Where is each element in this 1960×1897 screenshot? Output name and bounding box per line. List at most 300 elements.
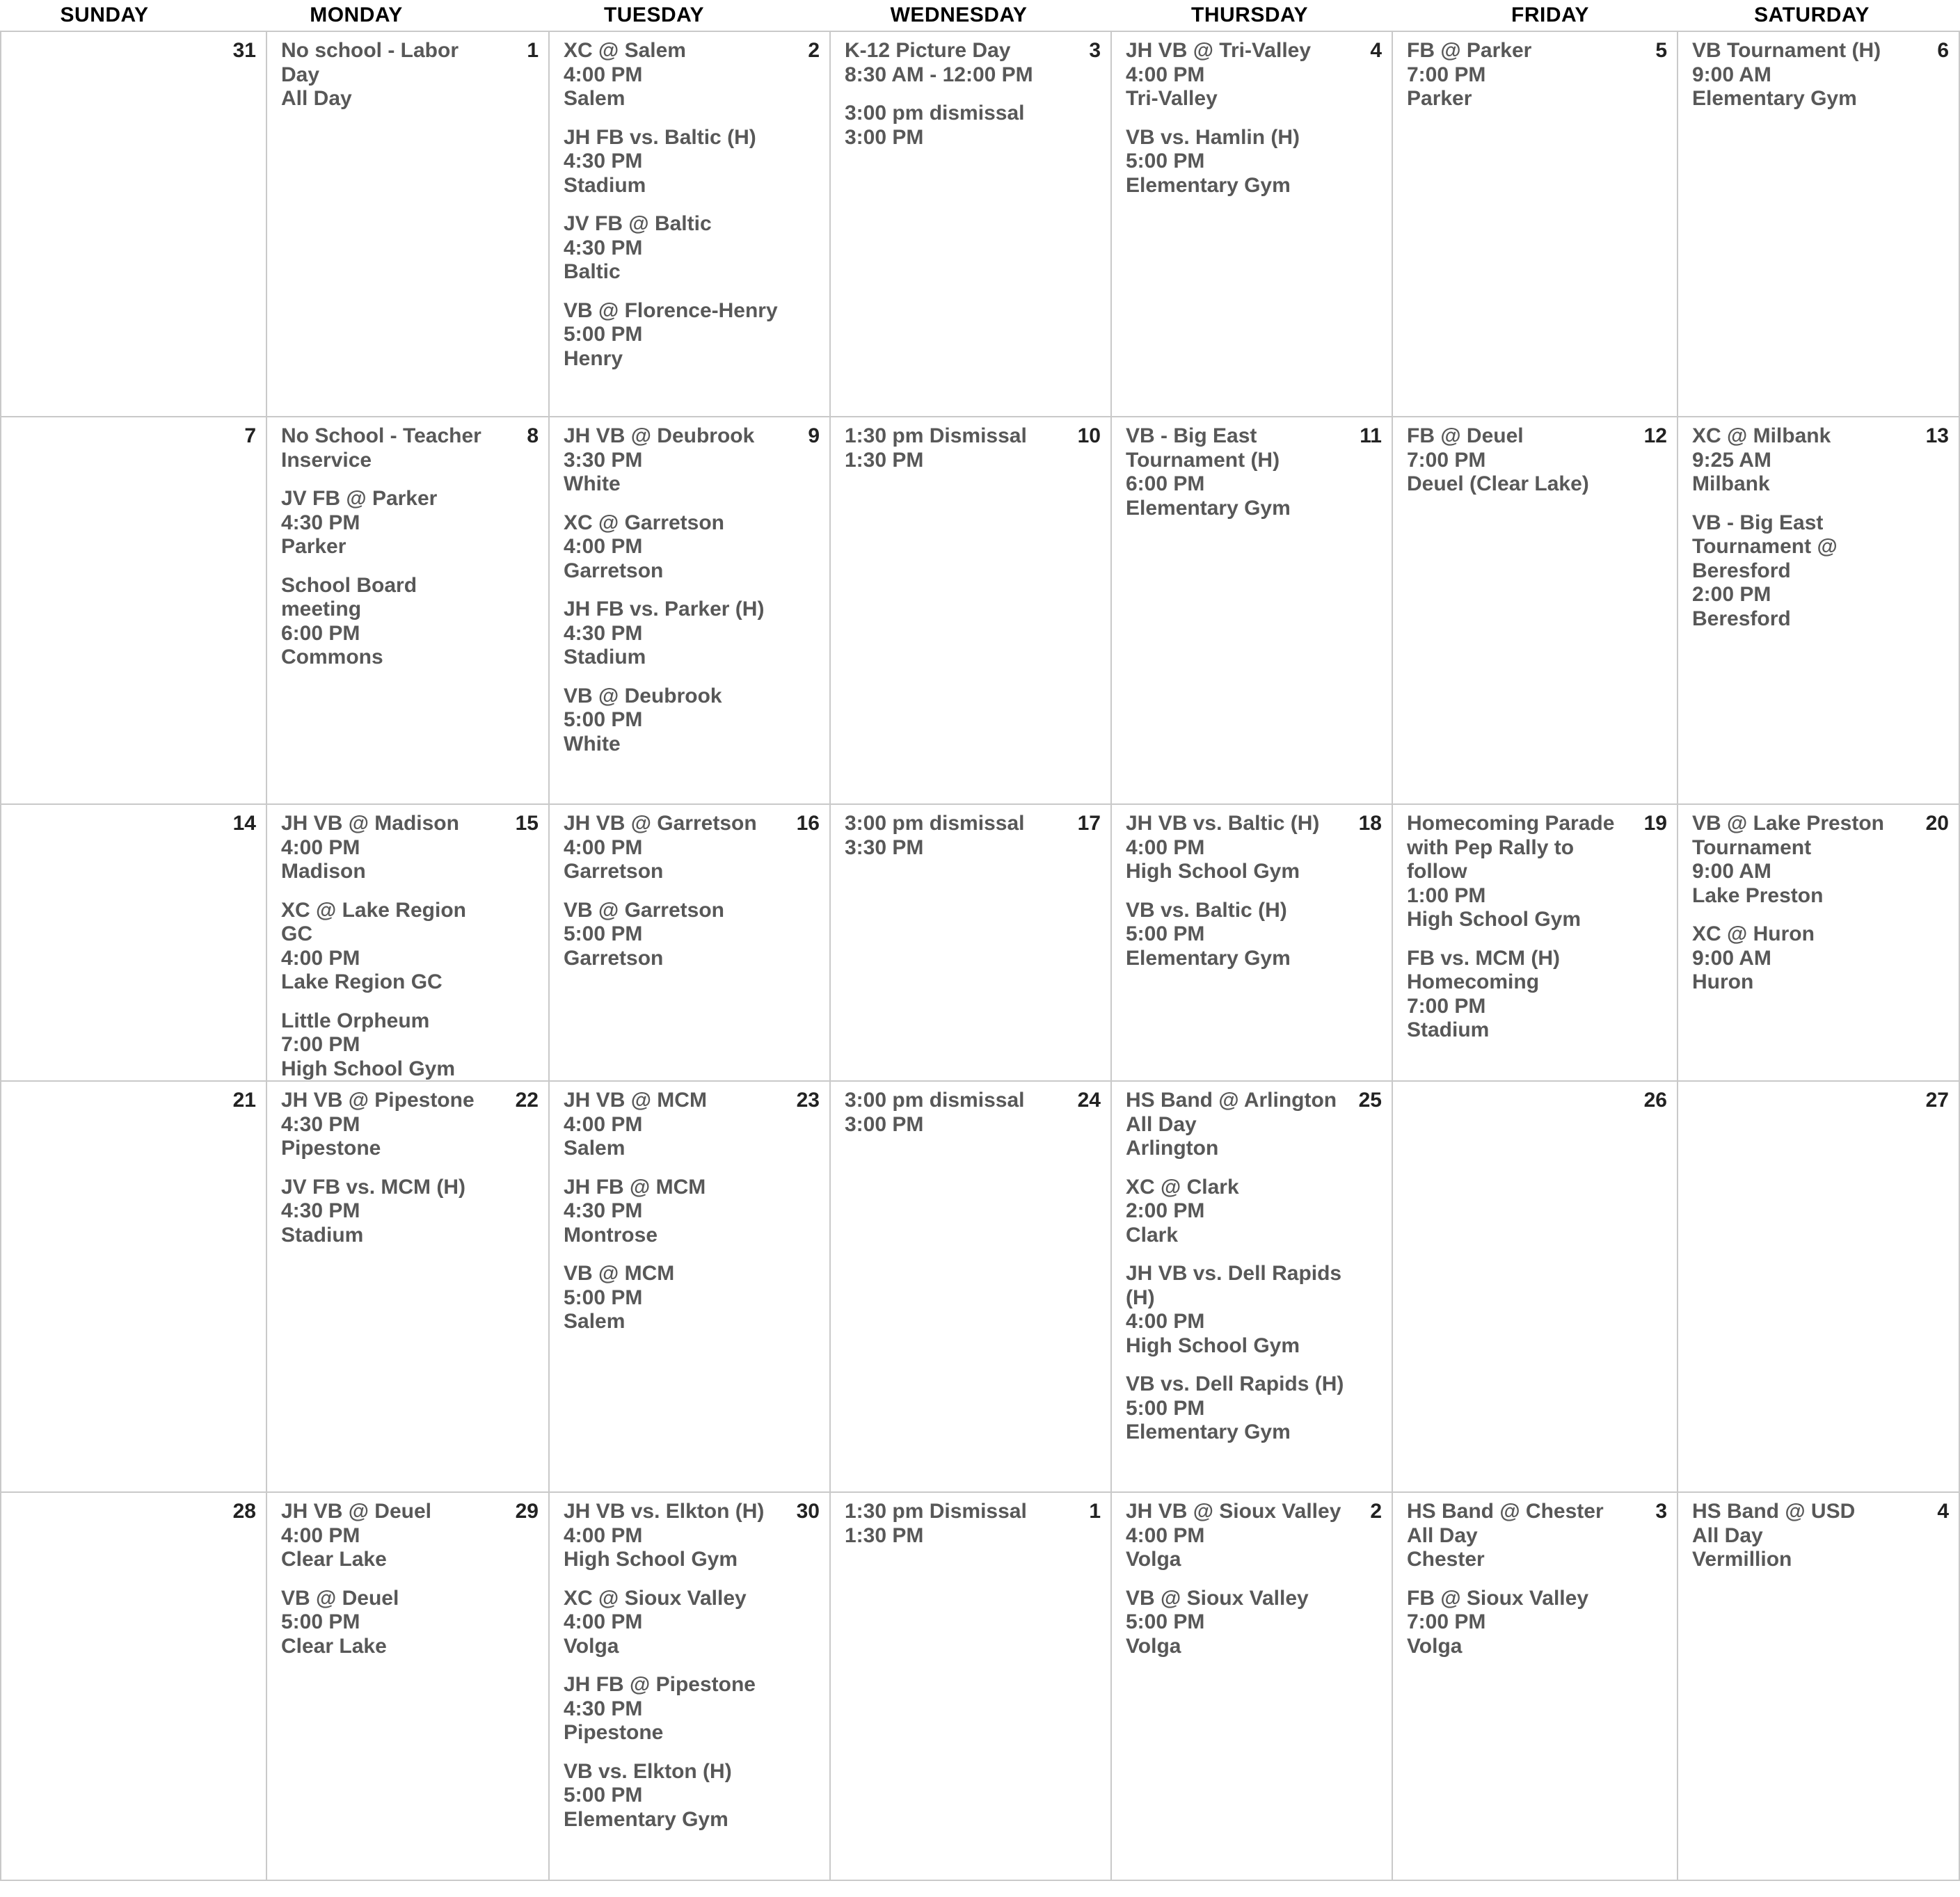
day-cell[interactable] [267,805,550,1082]
day-number: 5 [1655,39,1667,62]
event-location: Lake Preston [1692,883,1824,907]
day-number: 1 [527,39,539,62]
event-title: VB @ Deuel [281,1586,399,1610]
day-number: 8 [527,424,539,447]
calendar-event[interactable] [564,1500,782,1572]
event-title: VB @ Deubrook [564,684,722,707]
day-number: 4 [1937,1500,1949,1523]
day-cell[interactable] [831,417,1112,805]
calendar-event[interactable] [564,212,782,285]
event-location: Garretson [564,860,664,883]
day-number: 1 [1089,1500,1101,1523]
event-location: High School Gym [1126,1334,1300,1357]
event-list [845,812,1063,874]
day-cell[interactable] [1112,1082,1393,1493]
event-time: 4:00 PM [1126,63,1205,86]
event-list [281,1500,501,1673]
event-title: FB @ Deuel [1407,424,1524,447]
event-time: 4:30 PM [281,511,360,534]
event-title: VB vs. Baltic (H) [1126,898,1287,922]
day-number: 4 [1370,39,1382,62]
event-location: Stadium [281,1223,364,1247]
event-title: HS Band @ Arlington [1126,1089,1337,1112]
day-cell[interactable] [267,417,550,805]
calendar-event[interactable] [564,598,782,670]
event-title: XC @ Huron [1692,922,1815,945]
event-list [845,424,1063,487]
calendar-event[interactable] [845,39,1063,87]
event-location: Elementary Gym [1126,496,1291,520]
event-title: FB @ Sioux Valley [1407,1586,1589,1610]
day-cell[interactable] [1678,1493,1960,1881]
event-list [1692,39,1911,126]
day-number: 28 [232,1500,256,1523]
event-time: 4:30 PM [281,1112,360,1136]
calendar-event[interactable] [1126,39,1344,111]
event-title: XC @ Lake Region GC [281,898,466,945]
event-title: VB @ Garretson [564,898,724,922]
event-location: Volga [1126,1548,1181,1571]
calendar-event[interactable] [564,1673,782,1745]
day-cell[interactable] [0,417,267,805]
event-list [1126,424,1344,535]
day-cell[interactable] [1678,417,1960,805]
day-header-saturday: SATURDAY [1754,3,1870,26]
event-time: 4:30 PM [281,1199,360,1222]
calendar-event[interactable] [1126,424,1344,520]
event-title: JV FB @ Parker [281,487,438,510]
calendar-event[interactable] [1126,1500,1344,1572]
day-cell[interactable] [550,417,831,805]
event-location: Elementary Gym [1126,173,1291,197]
day-header-monday: MONDAY [310,3,403,26]
event-time: 5:00 PM [564,1784,643,1807]
event-title: JH VB vs. Dell Rapids (H) [1126,1262,1342,1309]
event-title: VB @ MCM [564,1262,675,1285]
event-location: Tri-Valley [1126,87,1218,110]
day-cell[interactable] [1678,805,1960,1082]
day-cell[interactable] [0,1082,267,1493]
event-title: JV FB @ Baltic [564,212,712,235]
event-time: 8:30 AM - 12:00 PM [845,63,1033,86]
event-location: White [564,472,621,495]
event-location: Lake Region GC [281,970,443,993]
day-header-thursday: THURSDAY [1191,3,1308,26]
event-time: 7:00 PM [1407,1610,1486,1633]
day-number: 2 [808,39,820,62]
event-location: Pipestone [564,1721,664,1744]
event-time: 5:00 PM [564,708,643,731]
calendar-event[interactable] [281,1009,501,1082]
event-title: VB vs. Dell Rapids (H) [1126,1372,1344,1395]
event-time: 5:00 PM [281,1610,360,1633]
event-time: 1:00 PM [1407,883,1486,907]
day-cell[interactable] [267,1082,550,1493]
event-title: FB @ Parker [1407,39,1532,62]
event-time: 4:00 PM [281,946,360,970]
calendar-event[interactable] [281,1176,501,1248]
day-number: 27 [1925,1089,1949,1112]
event-time: 6:00 PM [1126,472,1205,495]
event-time: 4:00 PM [564,1610,643,1633]
event-time: 5:00 PM [564,1286,643,1309]
calendar-event[interactable] [1692,424,1911,497]
calendar-event[interactable] [1407,947,1630,1043]
calendar-event[interactable] [564,1176,782,1248]
event-title: JH VB vs. Elkton (H) [564,1500,765,1523]
event-title: No school - Labor Day [281,39,459,86]
calendar-event[interactable] [1126,126,1344,198]
day-number: 17 [1077,812,1101,835]
event-title: 3:00 pm dismissal [845,812,1025,835]
event-location: Salem [564,87,626,110]
day-number: 19 [1643,812,1667,835]
event-title: JH VB @ Deubrook [564,424,755,447]
event-location: Henry [564,346,623,370]
day-header-sunday: SUNDAY [60,3,149,26]
event-time: 1:30 PM [845,448,924,472]
event-title: HS Band @ Chester [1407,1500,1604,1523]
event-title: VB vs. Elkton (H) [564,1759,732,1783]
event-title: Little Orpheum [281,1009,430,1032]
event-location: Volga [1407,1634,1463,1658]
calendar-event[interactable] [564,1262,782,1334]
event-location: White [564,732,621,755]
event-time: 5:00 PM [1126,1396,1205,1420]
event-title: JH FB @ MCM [564,1175,706,1199]
day-cell[interactable] [0,1493,267,1881]
event-list [564,1500,782,1846]
event-title: JH VB @ MCM [564,1089,707,1112]
calendar-event[interactable] [1692,812,1911,908]
calendar-event[interactable] [564,812,782,884]
calendar-event[interactable] [1692,922,1911,995]
calendar-event[interactable] [281,899,501,995]
event-location: Montrose [564,1223,658,1247]
day-number: 22 [515,1089,539,1112]
event-location: Elementary Gym [564,1807,728,1831]
event-location: Parker [1407,87,1472,110]
day-cell[interactable] [1112,1493,1393,1881]
event-time: 4:00 PM [564,835,643,859]
event-time: 7:00 PM [1407,994,1486,1018]
day-cell[interactable] [550,1493,831,1881]
event-title: JH VB @ Madison [281,812,459,835]
calendar-event[interactable] [1407,1587,1630,1659]
day-number: 2 [1370,1500,1382,1523]
calendar-event[interactable] [281,39,501,111]
event-time: 4:30 PM [564,1697,643,1720]
day-number: 15 [515,812,539,835]
event-time: 5:00 PM [1126,1610,1205,1633]
event-title: Homecoming Parade with Pep Rally to follow [1407,812,1615,883]
calendar-event[interactable] [281,574,501,670]
calendar-event[interactable] [564,299,782,371]
event-time: 4:00 PM [564,63,643,86]
event-location: Elementary Gym [1126,946,1291,970]
event-title: VB @ Florence-Henry [564,298,778,322]
day-number: 31 [232,39,256,62]
event-title: XC @ Sioux Valley [564,1586,747,1610]
calendar-event[interactable] [845,1500,1063,1548]
event-time: 5:00 PM [564,323,643,346]
day-cell[interactable] [1112,417,1393,805]
day-number: 21 [232,1089,256,1112]
event-time: 9:00 AM [1692,860,1771,883]
event-title: XC @ Milbank [1692,424,1831,447]
calendar-event[interactable] [1407,39,1630,111]
event-time: 4:30 PM [564,236,643,259]
calendar-event[interactable] [564,1760,782,1832]
event-location: High School Gym [1407,908,1581,931]
event-time: 1:30 PM [845,1523,924,1547]
day-cell[interactable] [831,805,1112,1082]
calendar-event[interactable] [564,511,782,584]
day-cell[interactable] [550,1082,831,1493]
event-title: JH FB vs. Parker (H) [564,598,765,621]
calendar-event[interactable] [1126,1587,1344,1659]
day-cell[interactable] [1393,417,1678,805]
calendar-event[interactable] [564,424,782,497]
calendar-event[interactable] [1407,812,1630,932]
calendar-event[interactable] [1126,812,1344,884]
day-cell[interactable] [1393,31,1678,417]
event-list [564,812,782,985]
day-cell[interactable] [0,805,267,1082]
event-title: FB vs. MCM (H) Homecoming [1407,946,1560,993]
event-time: 4:30 PM [564,621,643,645]
event-time: 3:00 PM [845,1112,924,1136]
calendar-event[interactable] [564,39,782,111]
calendar-event[interactable] [1692,1500,1911,1572]
day-number: 13 [1925,424,1949,447]
event-location: Elementary Gym [1126,1420,1291,1443]
day-cell[interactable] [1393,805,1678,1082]
event-time: All Day [1407,1523,1478,1547]
day-number: 30 [796,1500,820,1523]
event-time: 2:00 PM [1692,583,1771,606]
event-location: Chester [1407,1548,1485,1571]
event-title: VB Tournament (H) [1692,39,1881,62]
day-number: 18 [1358,812,1382,835]
event-location: Stadium [1407,1018,1490,1041]
event-time: 4:00 PM [1126,1310,1205,1333]
day-cell[interactable] [0,31,267,417]
calendar-event[interactable] [281,1089,501,1161]
day-number: 25 [1358,1089,1382,1112]
event-list [281,424,501,685]
event-location: High School Gym [281,1057,456,1080]
event-title: 1:30 pm Dismissal [845,1500,1027,1523]
event-time: 4:00 PM [1126,1523,1205,1547]
day-cell[interactable] [1678,31,1960,417]
event-location: Stadium [564,646,646,669]
event-list [564,424,782,771]
event-time: 3:30 PM [845,835,924,859]
day-number: 9 [808,424,820,447]
day-header-wednesday: WEDNESDAY [890,3,1028,26]
day-number: 26 [1643,1089,1667,1112]
event-time: 4:00 PM [564,1523,643,1547]
event-list [281,812,501,1096]
day-cell[interactable] [1112,31,1393,417]
event-location: Clear Lake [281,1634,387,1658]
calendar-event[interactable] [281,487,501,559]
event-location: Salem [564,1137,626,1160]
event-time: 4:30 PM [564,150,643,173]
event-title: XC @ Garretson [564,511,724,534]
event-time: 3:30 PM [564,448,643,472]
day-cell[interactable] [1112,805,1393,1082]
event-title: 1:30 pm Dismissal [845,424,1027,447]
event-title: 3:00 pm dismissal [845,1089,1025,1112]
event-time: All Day [1692,1523,1763,1547]
event-title: XC @ Clark [1126,1175,1239,1199]
day-number: 20 [1925,812,1949,835]
event-location: Milbank [1692,472,1770,495]
event-location: Elementary Gym [1692,87,1857,110]
event-title: VB vs. Hamlin (H) [1126,125,1300,149]
event-list [1126,39,1344,212]
event-location: Arlington [1126,1137,1219,1160]
event-location: Clark [1126,1223,1179,1247]
calendar-event[interactable] [845,812,1063,860]
calendar-event[interactable] [1126,1262,1344,1358]
day-header-friday: FRIDAY [1511,3,1589,26]
event-location: Stadium [564,173,646,197]
calendar-event[interactable] [845,1089,1063,1137]
event-location: Garretson [564,559,664,582]
event-location: Beresford [1692,607,1791,630]
day-cell[interactable] [831,1493,1112,1881]
day-number: 14 [232,812,256,835]
calendar-event[interactable] [564,1587,782,1659]
day-cell[interactable] [550,805,831,1082]
day-number: 7 [244,424,256,447]
event-location: Salem [564,1310,626,1333]
day-cell[interactable] [1393,1082,1678,1493]
event-title: JH FB vs. Baltic (H) [564,125,756,149]
event-location: High School Gym [564,1548,738,1571]
event-time: 5:00 PM [564,922,643,945]
event-list [1692,424,1911,646]
event-list [845,1500,1063,1562]
event-time: All Day [1126,1112,1197,1136]
event-title: XC @ Salem [564,39,686,62]
calendar-event[interactable] [845,424,1063,472]
calendar-event[interactable] [1126,899,1344,971]
event-title: VB @ Lake Preston Tournament [1692,812,1885,859]
event-title: JV FB vs. MCM (H) [281,1175,466,1199]
calendar-event[interactable] [564,685,782,757]
calendar-event[interactable] [1126,1089,1344,1161]
event-time: 4:00 PM [281,1523,360,1547]
calendar-event[interactable] [1126,1372,1344,1445]
event-list [564,39,782,385]
event-title: VB - Big East Tournament @ Beresford [1692,511,1838,582]
event-location: Madison [281,860,366,883]
day-number: 24 [1077,1089,1101,1112]
event-location: Clear Lake [281,1548,387,1571]
calendar-event[interactable] [281,424,501,472]
day-cell[interactable] [550,31,831,417]
event-title: JH VB @ Deuel [281,1500,431,1523]
event-title: 3:00 pm dismissal [845,102,1025,125]
calendar-event[interactable] [564,126,782,198]
event-location: Parker [281,535,346,558]
event-list [845,1089,1063,1151]
event-list [1692,812,1911,1009]
event-location: Pipestone [281,1137,381,1160]
day-number: 23 [796,1089,820,1112]
calendar-event[interactable] [1126,1176,1344,1248]
day-number: 29 [515,1500,539,1523]
calendar-event[interactable] [1407,1500,1630,1572]
event-title: VB - Big East Tournament (H) [1126,424,1280,472]
event-time: 4:00 PM [564,535,643,558]
event-time: 9:00 AM [1692,63,1771,86]
event-time: 2:00 PM [1126,1199,1205,1222]
day-cell[interactable] [1393,1493,1678,1881]
event-title: No School - Teacher Inservice [281,424,481,472]
event-time: 6:00 PM [281,621,360,645]
event-time: 7:00 PM [1407,63,1486,86]
calendar-event[interactable] [1692,511,1911,632]
event-list [1126,1500,1344,1673]
event-title: JH VB @ Sioux Valley [1126,1500,1341,1523]
calendar-event[interactable] [281,1587,501,1659]
event-title: JH VB @ Pipestone [281,1089,475,1112]
event-title: VB @ Sioux Valley [1126,1586,1309,1610]
day-cell[interactable] [831,31,1112,417]
event-time: 7:00 PM [281,1033,360,1056]
event-time: 3:00 PM [845,125,924,149]
event-list [1126,812,1344,985]
calendar-event[interactable] [564,1089,782,1161]
calendar-event[interactable] [564,899,782,971]
calendar-event[interactable] [845,102,1063,150]
calendar-event[interactable] [281,812,501,884]
calendar-event[interactable] [1692,39,1911,111]
event-title: K-12 Picture Day [845,39,1011,62]
day-cell[interactable] [1678,1082,1960,1493]
event-location: Volga [564,1634,619,1658]
event-location: Deuel (Clear Lake) [1407,472,1589,495]
day-cell[interactable] [267,1493,550,1881]
day-cell[interactable] [267,31,550,417]
calendar-event[interactable] [1407,424,1630,497]
event-list [1692,1500,1911,1587]
event-time: 5:00 PM [1126,150,1205,173]
event-title: JH VB @ Garretson [564,812,757,835]
event-list [1407,1500,1630,1673]
day-number: 3 [1655,1500,1667,1523]
calendar-event[interactable] [281,1500,501,1572]
event-title: JH VB @ Tri-Valley [1126,39,1312,62]
event-time: 4:30 PM [564,1199,643,1222]
event-title: JH VB vs. Baltic (H) [1126,812,1320,835]
event-time: All Day [281,87,352,110]
event-time: 9:00 AM [1692,946,1771,970]
day-number: 3 [1089,39,1101,62]
event-location: Vermillion [1692,1548,1792,1571]
event-location: High School Gym [1126,860,1300,883]
day-number: 6 [1937,39,1949,62]
event-list [1407,812,1630,1057]
day-cell[interactable] [831,1082,1112,1493]
day-number: 12 [1643,424,1667,447]
event-title: HS Band @ USD [1692,1500,1856,1523]
